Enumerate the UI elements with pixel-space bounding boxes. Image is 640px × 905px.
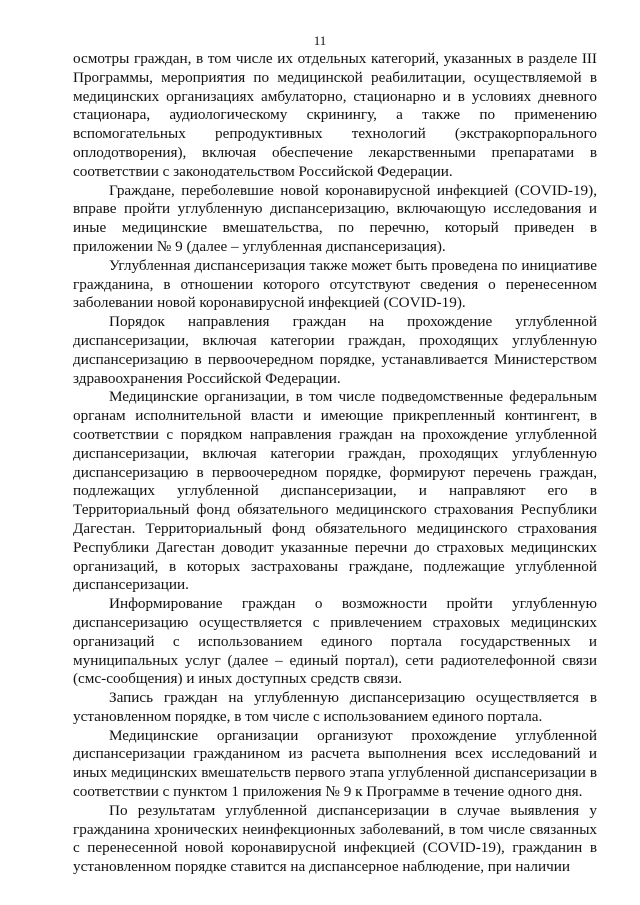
paragraph-informing-citizens: Информирование граждан о возможности пройти углубленную диспансеризацию осуществляется с привлечением страховых медицинских организаций с использованием единого портала государственных и муниципальных услуг (далее – единый портал), сети радиотелефонной связи (смс-сообщения) и иных доступных средств связи. bbox=[73, 595, 597, 688]
page-number: 11 bbox=[313, 33, 327, 48]
paragraph-medical-organizations-lists: Медицинские организации, в том числе подведомственные федеральным органам исполнительной власти и имеющие прикрепленный контингент, в соответствии с порядком направления граждан на прохождение углубленной диспансеризации, включая категории граждан, проходящих углубленную диспансеризацию в первоочередном порядке, формируют перечень граждан, подлежащих углубленной диспансеризации, и направляют его в Территориальный фонд обязательного медицинского страхования Республики Дагестан. Территориальный фонд обязательного медицинского страхования Республики Дагестан доводит указанные перечни до страховых медицинских организаций, в которых застрахованы граждане, подлежащие углубленной диспансеризации. bbox=[73, 388, 597, 594]
paragraph-continued-from-previous-page: осмотры граждан, в том числе их отдельных категорий, указанных в разделе III Программы, мероприятия по медицинской реабилитации, осуществляемой в медицинских организациях амбулаторно, стационарно и в условиях дневного стационара, аудиологическому скринингу, а также по применению вспомогательных репродуктивных технологий (экстракорпорального оплодотворения), включая обеспечение лекарственными препаратами в соответствии с законодательством Российской Федерации. bbox=[73, 50, 597, 180]
paragraph-initiative-of-citizen: Углубленная диспансеризация также может быть проведена по инициативе гражданина, в отношении которого отсутствуют сведения о перенесенном заболевании новой коронавирусной инфекцией (COVID-19). bbox=[73, 256, 597, 312]
paragraph-referral-procedure: Порядок направления граждан на прохождение углубленной диспансеризации, включая категории граждан, проходящих углубленную диспансеризацию в первоочередном порядке, устанавливается Министерством здравоохранения Российской Федерации. bbox=[73, 313, 597, 387]
paragraph-covid-recovered-citizens: Граждане, переболевшие новой коронавирусной инфекцией (COVID-19), вправе пройти углубленную диспансеризацию, включающую исследования и иные медицинские вмешательства, по перечню, который приведен в приложении № 9 (далее – углубленная диспансеризация). bbox=[73, 181, 597, 255]
paragraph-registration: Запись граждан на углубленную диспансеризацию осуществляется в установленном порядке, в том числе с использованием единого портала. bbox=[73, 689, 597, 725]
paragraph-one-day-completion: Медицинские организации организуют прохождение углубленной диспансеризации гражданином из расчета выполнения всех исследований и иных медицинских вмешательств первого этапа углубленной диспансеризации в соответствии с пунктом 1 приложения № 9 к Программе в течение одного дня. bbox=[73, 726, 597, 801]
paragraph-results-follow-up: По результатам углубленной диспансеризации в случае выявления у гражданина хронических неинфекционных заболеваний, в том числе связанных с перенесенной новой коронавирусной инфекцией (COVID-19), гражданин в установленном порядке ставится на диспансерное наблюдение, при наличии bbox=[73, 801, 597, 876]
document-body bbox=[73, 50, 597, 877]
